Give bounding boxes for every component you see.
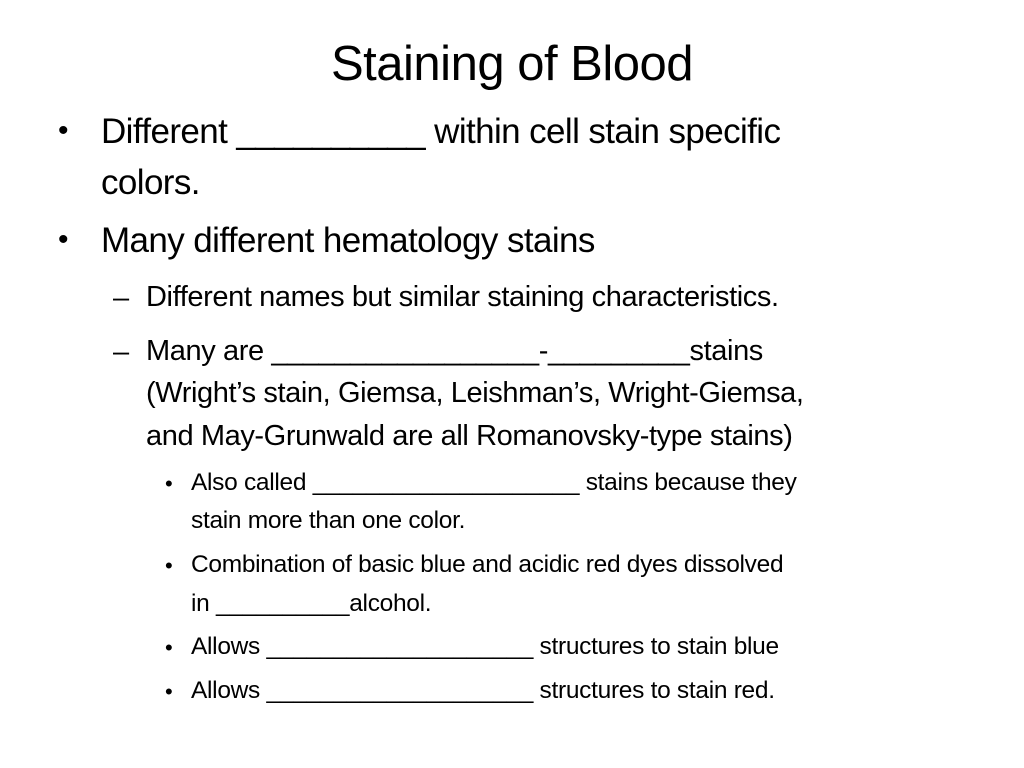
sub-bullet-text-line: (Wright’s stain, Giemsa, Leishman’s, Wright-Giemsa, (146, 377, 804, 409)
bullet-text-line: Many different hematology stains (101, 221, 595, 260)
sub-sub-bullet-text-line: Allows ____________________ structures to stain blue (191, 633, 779, 660)
slide-title: Staining of Blood (331, 37, 693, 91)
bullet-marker: • (58, 223, 69, 256)
bullet-marker: • (165, 553, 173, 578)
bullet-marker: • (58, 114, 69, 147)
bullet-marker: • (165, 471, 173, 496)
dash-marker: – (113, 282, 130, 314)
sub-sub-bullet-text-line: stain more than one color. (191, 507, 466, 534)
bullet-text-line: Different __________ within cell stain specific (101, 112, 781, 151)
sub-bullet-text-line: and May-Grunwald are all Romanovsky-type stains) (146, 420, 793, 452)
sub-bullet-text-line: Many are _________________-_________stains (146, 335, 763, 367)
dash-marker: – (113, 336, 130, 368)
bullet-marker: • (165, 635, 173, 660)
bullet-text-line: colors. (101, 163, 200, 202)
bullet-marker: • (165, 679, 173, 704)
sub-sub-bullet-text-line: Also called ____________________ stains because they (191, 469, 797, 496)
sub-sub-bullet-text-line: in __________alcohol. (191, 590, 432, 617)
sub-bullet-text-line: Different names but similar staining characteristics. (146, 281, 779, 313)
sub-sub-bullet-text-line: Allows ____________________ structures to stain red. (191, 677, 775, 704)
sub-sub-bullet-text-line: Combination of basic blue and acidic red dyes dissolved (191, 551, 784, 578)
